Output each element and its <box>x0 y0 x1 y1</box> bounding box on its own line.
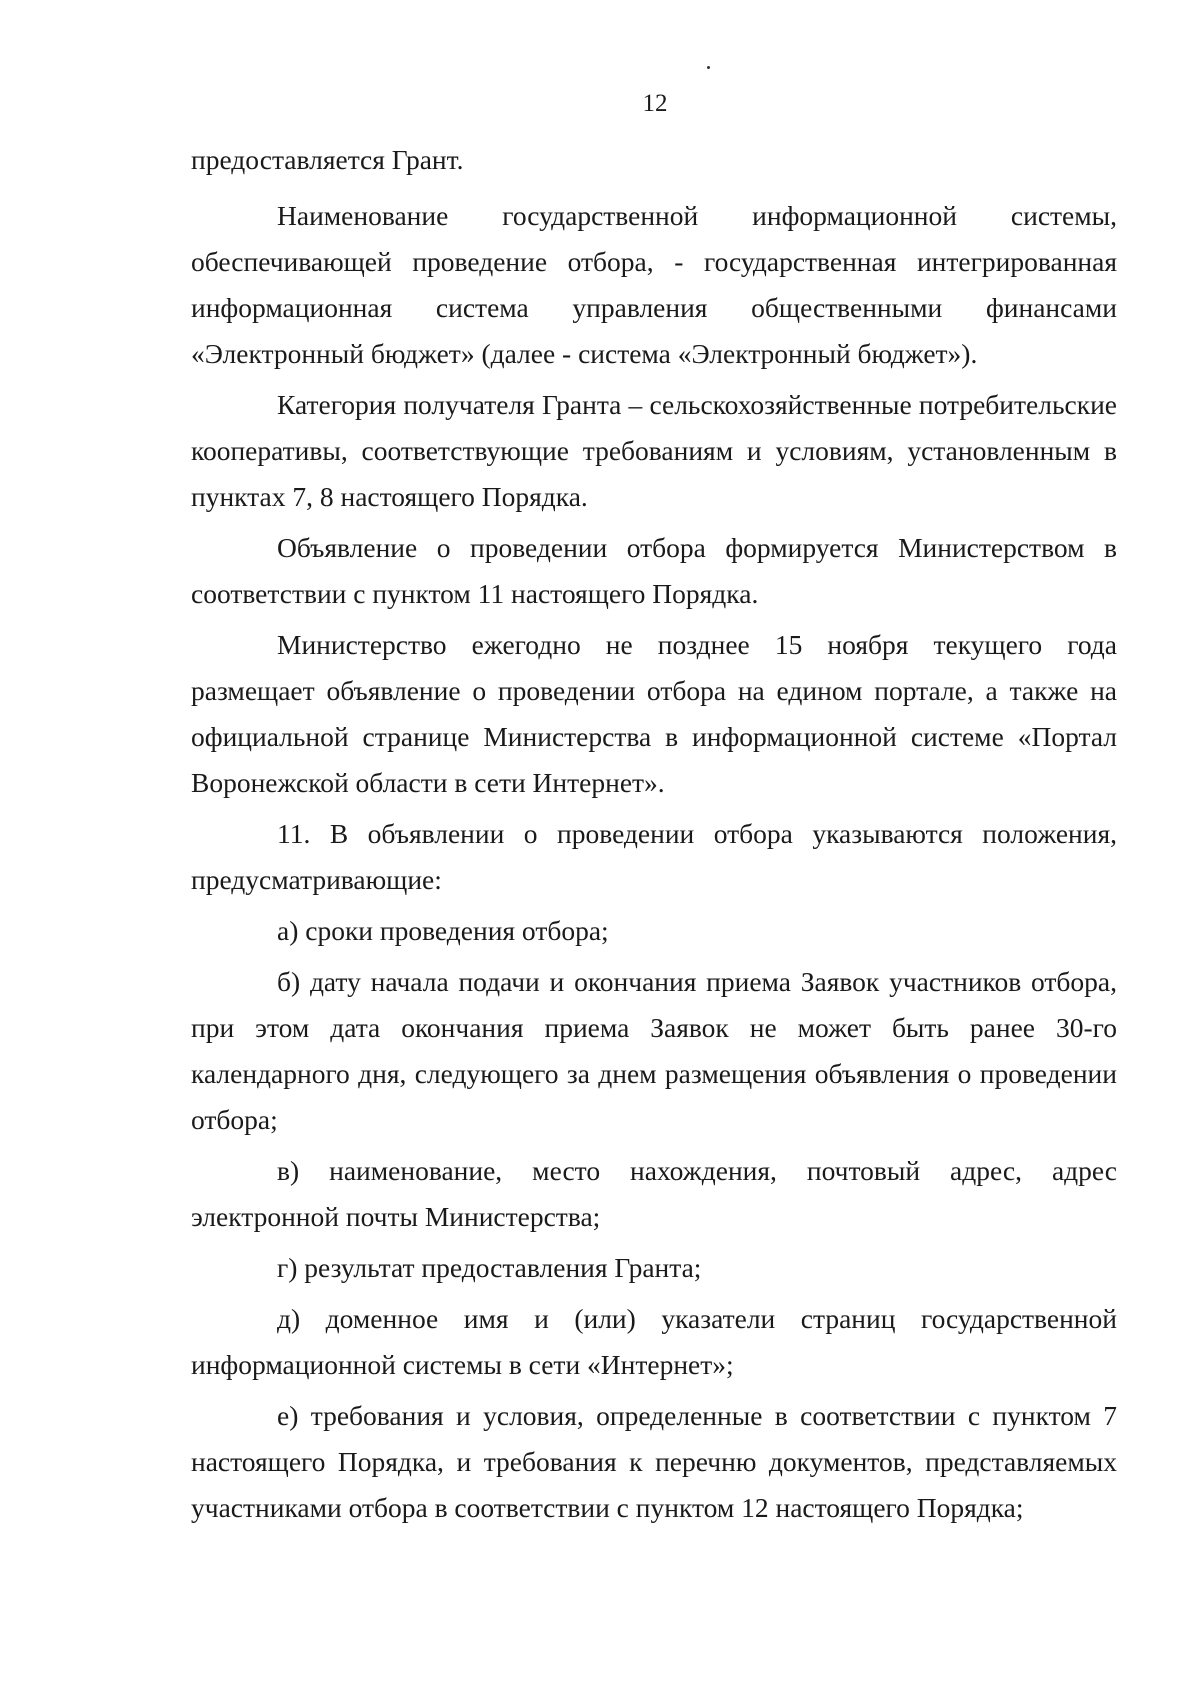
paragraph-grant-recipient-category: Категория получателя Гранта – сельскохозяйственные потребительские кооперативы, соответствующие требованиям и условиям, установленным в пунктах 7, 8 настоящего Порядка. <box>191 389 1117 512</box>
page-number: 12 <box>642 90 668 117</box>
list-item-g: г) результат предоставления Гранта; <box>277 1252 702 1283</box>
list-item-e: е) требования и условия, определенные в соответствии с пунктом 7 настоящего Порядка, и требования к перечню документов, представляемых участниками отбора в соответствии с пунктом 12 настоящего Порядка; <box>191 1400 1117 1523</box>
paragraph-information-system: Наименование государственной информационной системы, обеспечивающей проведение отбора, - государственная интегрированная информационная система управления общественными финансами «Электронный бюджет» (далее - система «Электронный бюджет»). <box>191 200 1117 369</box>
list-item-a: а) сроки проведения отбора; <box>277 915 609 946</box>
paragraph-announcement-publication: Министерство ежегодно не позднее 15 ноября текущего года размещает объявление о проведении отбора на едином портале, а также на официальной странице Министерства в информационной системе «Портал Воронежской области в сети Интернет». <box>191 629 1117 798</box>
document-body <box>191 137 1117 1536</box>
list-item-d: д) доменное имя и (или) указатели страниц государственной информационной системы в сети «Интернет»; <box>191 1303 1117 1380</box>
paragraph-clause-11: 11. В объявлении о проведении отбора указываются положения, предусматривающие: <box>191 818 1117 895</box>
paragraph-announcement-formation: Объявление о проведении отбора формируется Министерством в соответствии с пунктом 11 настоящего Порядка. <box>191 532 1117 609</box>
paragraph-continuation: предоставляется Грант. <box>191 144 464 175</box>
scan-speck <box>707 66 710 69</box>
list-item-v: в) наименование, место нахождения, почтовый адрес, адрес электронной почты Министерства; <box>191 1155 1117 1232</box>
list-item-b: б) дату начала подачи и окончания приема Заявок участников отбора, при этом дата окончания приема Заявок не может быть ранее 30-го календарного дня, следующего за днем размещения объявления о проведении отбора; <box>191 966 1117 1135</box>
